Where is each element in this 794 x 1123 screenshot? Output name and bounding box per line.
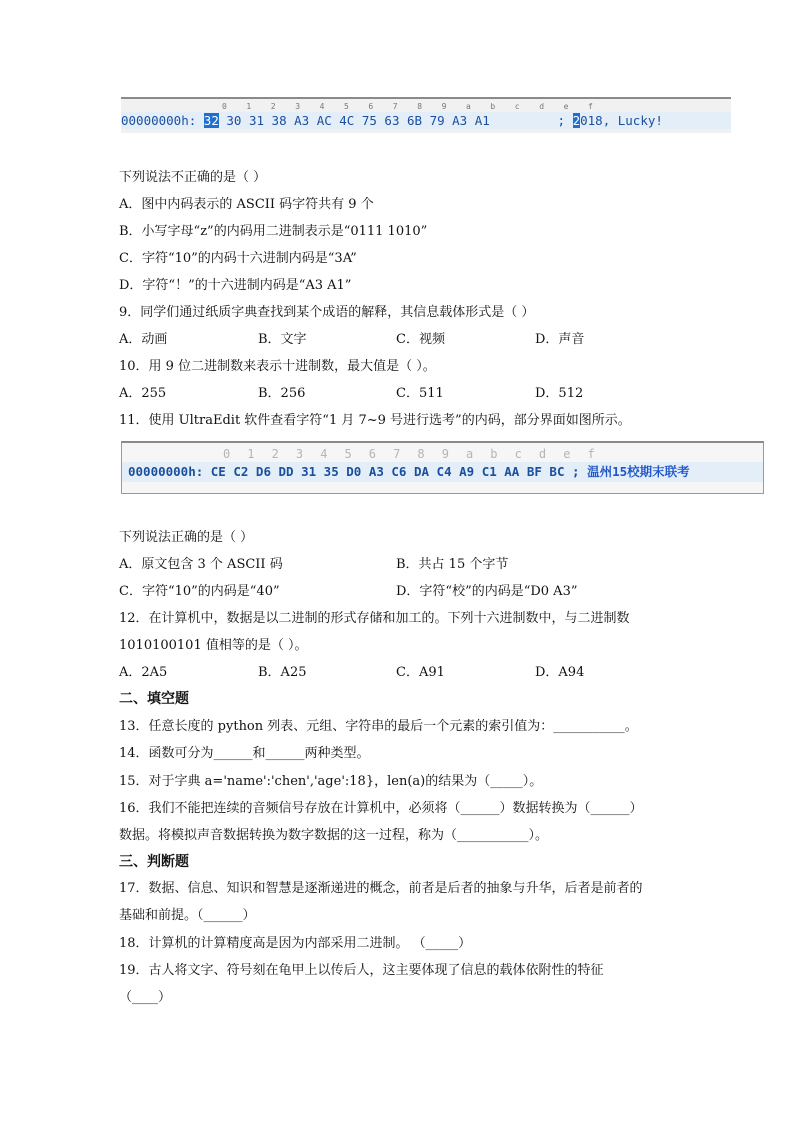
hex-row-text: 00000000h: CE C2 D6 DD 31 35 D0 A3 C6 DA C4 A9 C1 AA BF BC ; bbox=[128, 464, 580, 479]
hex-editor-screenshot-1 bbox=[121, 97, 731, 133]
q8-option-a: A．图中内码表示的 ASCII 码字符共有 9 个 bbox=[119, 197, 374, 212]
hex-column-index: 1 bbox=[246, 102, 252, 111]
q16-line1: 16．我们不能把连续的音频信号存放在计算机中，必须将（______）数据转换为（______） bbox=[119, 801, 643, 816]
hex-column-index: 7 bbox=[393, 447, 401, 461]
q10-stem: 10．用 9 位二进制数来表示十进制数，最大值是（ ）。 bbox=[119, 359, 436, 374]
hex-column-index: e bbox=[563, 447, 571, 461]
q11-option-b: B．共占 15 个字节 bbox=[396, 557, 509, 572]
hex-column-index: f bbox=[588, 102, 593, 111]
hex-column-index: 6 bbox=[368, 447, 377, 461]
hex-column-index: d bbox=[538, 447, 547, 461]
hex-column-index: 7 bbox=[392, 102, 398, 111]
hex-column-index: 6 bbox=[368, 102, 374, 111]
q19-line2: （____） bbox=[119, 990, 172, 1005]
q12-option-c: C．A91 bbox=[396, 665, 445, 680]
hex-chars: 018, Lucky! bbox=[580, 113, 663, 128]
hex-column-index: 0 bbox=[223, 447, 231, 461]
q9-option-d: D．声音 bbox=[535, 332, 585, 347]
q10-option-c: C．511 bbox=[396, 386, 444, 401]
q12-stem-line2: 1010100101 值相等的是（ ）。 bbox=[119, 638, 308, 653]
q10-option-a: A．255 bbox=[119, 386, 167, 401]
q11-stem2: 下列说法正确的是（ ） bbox=[119, 530, 254, 545]
q11-stem: 11．使用 UltraEdit 软件查看字符“1 月 7~9 号进行选考”的内码，部分界面如图所示。 bbox=[119, 413, 631, 428]
hex-column-index: b bbox=[490, 447, 498, 461]
q12-stem-line1: 12．在计算机中，数据是以二进制的形式存储和加工的。下列十六进制数中，与二进制数 bbox=[119, 611, 630, 626]
q10-option-d: D．512 bbox=[535, 386, 584, 401]
hex-selected-char: 2 bbox=[572, 113, 581, 128]
q9-option-b: B．文字 bbox=[258, 332, 307, 347]
q13: 13．任意长度的 python 列表、元组、字符串的最后一个元素的索引值为：___________。 bbox=[119, 719, 638, 734]
q19-line1: 19．古人将文字、符号刻在龟甲上以传后人，这主要体现了信息的载体依附性的特征 bbox=[119, 963, 604, 978]
q17-line1: 17．数据、信息、知识和智慧是逐渐递进的概念，前者是后者的抽象与升华，后者是前者的 bbox=[119, 881, 643, 896]
hex-chars: 温州15校期末联考 bbox=[587, 464, 690, 479]
hex-column-index: 4 bbox=[319, 102, 325, 111]
hex-column-index: c bbox=[514, 447, 522, 461]
hex-column-index: b bbox=[490, 102, 496, 111]
hex-data-row bbox=[122, 462, 763, 482]
hex-editor-screenshot-2 bbox=[121, 441, 764, 494]
q15: 15．对于字典 a='name':'chen','age':18}，len(a)的结果为（_____）。 bbox=[119, 774, 543, 789]
hex-column-index: f bbox=[587, 447, 595, 461]
hex-separator: ; bbox=[557, 113, 566, 128]
q12-option-b: B．A25 bbox=[258, 665, 307, 680]
q9-option-c: C．视频 bbox=[396, 332, 445, 347]
q11-option-c: C．字符“10”的内码是“40” bbox=[119, 584, 280, 599]
hex-column-index: 5 bbox=[344, 102, 349, 111]
q12-option-a: A．2A5 bbox=[119, 665, 168, 680]
q12-option-d: D．A94 bbox=[535, 665, 585, 680]
hex-column-index: 2 bbox=[270, 102, 276, 111]
hex-column-index: 1 bbox=[247, 447, 255, 461]
hex-column-index: c bbox=[514, 102, 520, 111]
q10-option-b: B．256 bbox=[258, 386, 306, 401]
hex-column-index: a bbox=[466, 102, 471, 111]
hex-column-index: e bbox=[563, 102, 569, 111]
q14: 14．函数可分为______和______两种类型。 bbox=[119, 746, 370, 761]
hex-column-index: 0 bbox=[222, 102, 227, 111]
hex-column-index: 9 bbox=[441, 447, 449, 461]
q18: 18．计算机的计算精度高是因为内部采用二进制。 （_____） bbox=[119, 936, 472, 951]
q9-option-a: A．动画 bbox=[119, 332, 168, 347]
hex-column-index: 8 bbox=[417, 102, 423, 111]
hex-column-index: 9 bbox=[441, 102, 447, 111]
q11-option-d: D．字符“校”的内码是“D0 A3” bbox=[396, 584, 578, 599]
q8-option-b: B．小写字母“z”的内码用二进制表示是“0111 1010” bbox=[119, 224, 428, 239]
section-fill-in-blank: 二、填空题 bbox=[119, 691, 189, 707]
q16-line2: 数据。将模拟声音数据转换为数字数据的这一过程，称为（___________）。 bbox=[119, 828, 549, 843]
q9-stem: 9．同学们通过纸质字典查找到某个成语的解释，其信息载体形式是（ ） bbox=[119, 305, 535, 320]
hex-column-index: 8 bbox=[417, 447, 425, 461]
q17-line2: 基础和前提。（______） bbox=[119, 908, 256, 923]
hex-selected-byte: 32 bbox=[203, 113, 219, 128]
q8-stem: 下列说法不正确的是（ ） bbox=[119, 170, 267, 185]
hex-data-row bbox=[121, 112, 731, 129]
hex-column-index: a bbox=[466, 447, 474, 461]
q8-option-c: C．字符“10”的内码十六进制内码是“3A” bbox=[119, 251, 357, 266]
hex-column-index: 2 bbox=[271, 447, 279, 461]
q8-option-d: D．字符“！”的十六进制内码是“A3 A1” bbox=[119, 278, 352, 293]
q11-option-a: A．原文包含 3 个 ASCII 码 bbox=[119, 557, 283, 572]
hex-column-index: d bbox=[539, 102, 545, 111]
hex-bytes: 30 31 38 A3 AC 4C 75 63 6B 79 A3 A1 bbox=[226, 113, 490, 128]
hex-column-index: 3 bbox=[295, 447, 304, 461]
hex-column-index: 5 bbox=[344, 447, 352, 461]
hex-column-index: 3 bbox=[295, 102, 301, 111]
hex-address: 00000000h: bbox=[121, 113, 197, 128]
section-true-false: 三、判断题 bbox=[119, 854, 189, 870]
hex-column-index: 4 bbox=[320, 447, 328, 461]
